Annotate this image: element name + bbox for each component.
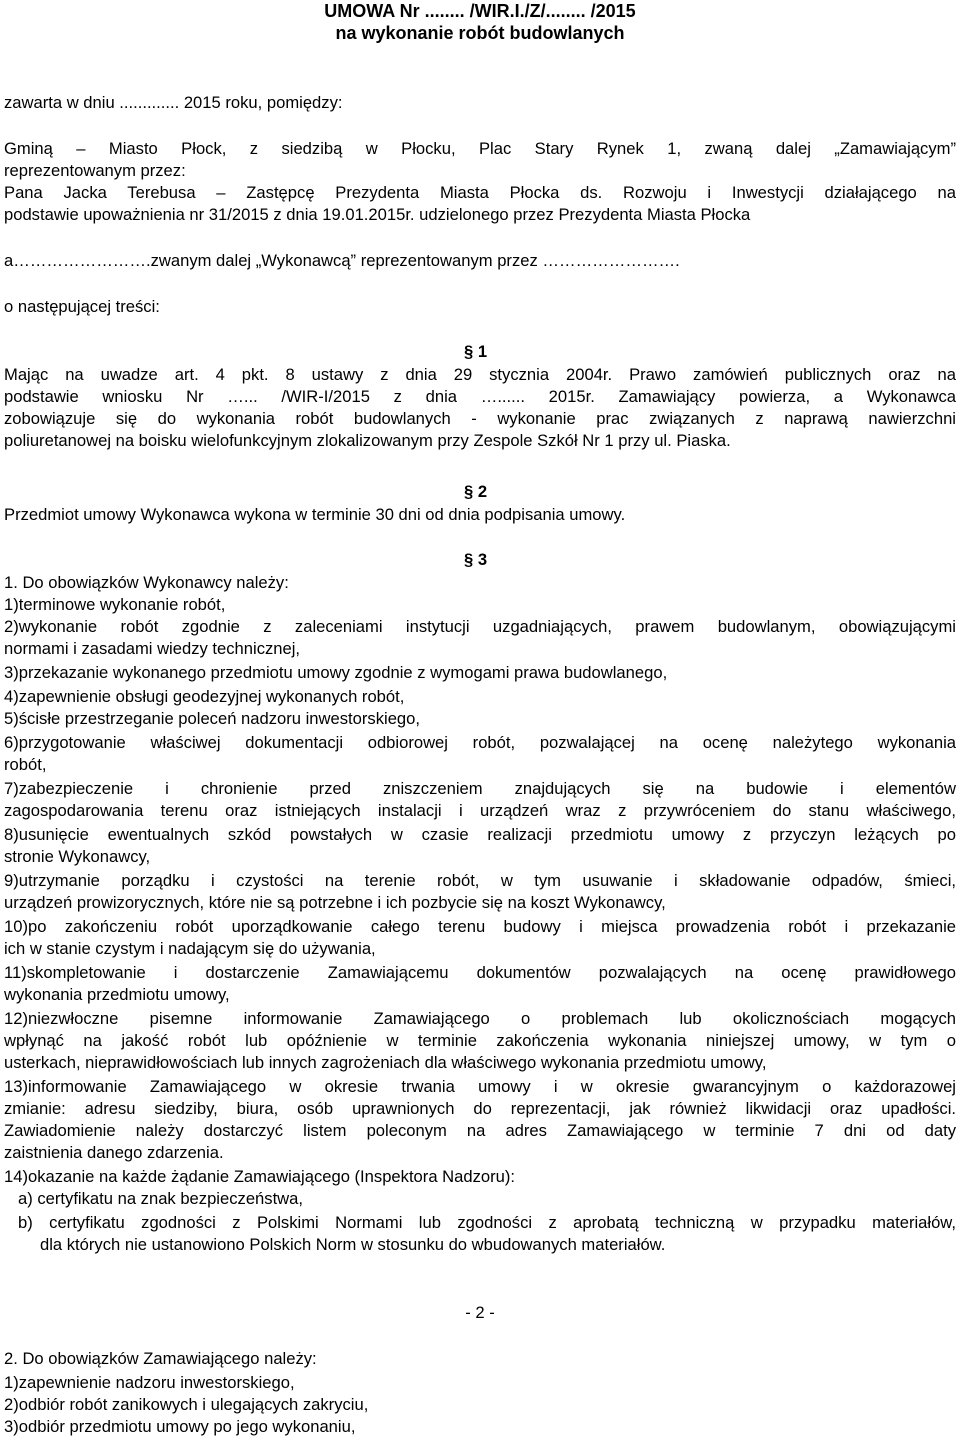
- duty-item: 9)utrzymanie porządku i czystości na terenie robót, w tym usuwanie i składowanie odpadów, śmieci,: [4, 871, 956, 890]
- duty-heading: 1. Do obowiązków Wykonawcy należy:: [4, 573, 289, 592]
- employer-duty-item: 1)zapewnienie nadzoru inwestorskiego,: [4, 1373, 295, 1392]
- section-1-line: podstawie wniosku Nr …... /WIR-I/2015 z dnia …...... 2015r. Zamawiający powierza, a Wykonawca: [4, 387, 956, 406]
- duty-item: 12)niezwłoczne pisemne informowanie Zamawiającego o problemach lub okolicznościach mogących: [4, 1009, 956, 1028]
- duty-item: 5)ścisłe przestrzeganie poleceń nadzoru inwestorskiego,: [4, 709, 420, 728]
- section-3-mark: § 3: [464, 550, 488, 569]
- date-line: zawarta w dniu ............. 2015 roku, pomiędzy:: [4, 93, 343, 112]
- contract-title: UMOWA Nr ........ /WIR.I./Z/........ /2015: [324, 1, 636, 21]
- duty-item: normami i zasadami wiedzy technicznej,: [4, 639, 301, 658]
- section-1-line: Mając na uwadze art. 4 pkt. 8 ustawy z dnia 29 stycznia 2004r. Prawo zamówień publicznych oraz na: [4, 365, 956, 384]
- employer-duty-item: 3)odbiór przedmiotu umowy po jego wykonaniu,: [4, 1417, 356, 1436]
- duty-item: 4)zapewnienie obsługi geodezyjnej wykonanych robót,: [4, 687, 405, 706]
- section-2-line: Przedmiot umowy Wykonawca wykona w terminie 30 dni od dnia podpisania umowy.: [4, 505, 626, 524]
- duty-item: 3)przekazanie wykonanego przedmiotu umowy zgodnie z wymogami prawa budowlanego,: [4, 663, 668, 682]
- duty-item: 10)po zakończeniu robót uporządkowanie całego terenu budowy i miejsca prowadzenia robót i przekazanie: [4, 917, 956, 936]
- duty-subitem: a) certyfikatu na znak bezpieczeństwa,: [18, 1189, 304, 1208]
- party-line: reprezentowanym przez:: [4, 161, 186, 180]
- duty-item: 11)skompletowanie i dostarczenie Zamawiającemu dokumentów pozwalających na ocenę prawidłowego: [4, 963, 956, 982]
- duty-item: urządzeń prowizorycznych, które nie są potrzebne i ich pozbycie się na koszt Wykonawcy,: [4, 893, 666, 912]
- duty-subitem: b) certyfikatu zgodności z Polskimi Normami lub zgodności z aprobatą techniczną w przypadku materiałów,: [18, 1213, 956, 1232]
- section-1-line: poliuretanowej na boisku wielofunkcyjnym zlokalizowanym przy Zespole Szkół Nr 1 przy ul. Piaska.: [4, 431, 731, 450]
- duty-item: 6)przygotowanie właściwej dokumentacji odbiorowej robót, pozwalającej na ocenę należytego wykonania: [4, 733, 956, 752]
- contractor-line: a…………………….zwanym dalej „Wykonawcą” reprezentowanym przez …………………….: [4, 251, 680, 270]
- duty-item: 2)wykonanie robót zgodnie z zaleceniami instytucji uzgadniających, prawem budowlanym, obowiązującymi: [4, 617, 956, 636]
- party-line: Pana Jacka Terebusa – Zastępcę Prezydenta Miasta Płocka ds. Rozwoju i Inwestycji działającego na: [4, 183, 956, 202]
- duty-item: usterkach, nieprawidłowościach lub innych zagrożeniach dla właściwego wykonania przedmiotu umowy,: [4, 1053, 767, 1072]
- duty-item: 13)informowanie Zamawiającego w okresie trwania umowy i w okresie gwarancyjnym o każdorazowej: [4, 1077, 956, 1096]
- duty-item: zmianie: adresu siedziby, biura, osób uprawnionych do reprezentacji, jak również likwidacji oraz upadłości.: [4, 1099, 956, 1118]
- page-number: - 2 -: [465, 1303, 495, 1322]
- duty-item: wpłynąć na jakość robót lub opóźnienie w terminie zakończenia wykonania niniejszej umowy, w tym o: [4, 1031, 956, 1050]
- duty-item: 1)terminowe wykonanie robót,: [4, 595, 226, 614]
- duty-item: ich w stanie czystym i nadającym się do używania,: [4, 939, 376, 958]
- employer-duties-heading: 2. Do obowiązków Zamawiającego należy:: [4, 1349, 317, 1368]
- duty-subitem: dla których nie ustanowiono Polskich Norm w stosunku do wbudowanych materiałów.: [40, 1235, 666, 1254]
- section-1-line: zobowiązuje się do wykonania robót budowlanych - wykonanie prac związanych z naprawą nawierzchni: [4, 409, 956, 428]
- party-line: Gminą – Miasto Płock, z siedzibą w Płocku, Plac Stary Rynek 1, zwaną dalej „Zamawiającym”: [4, 139, 956, 158]
- contract-subtitle: na wykonanie robót budowlanych: [335, 23, 625, 43]
- duty-item: 7)zabezpieczenie i chronienie przed zniszczeniem znajdujących się na budowie i elementów: [4, 779, 956, 798]
- duty-item: stronie Wykonawcy,: [4, 847, 151, 866]
- duty-item: Zawiadomienie należy dostarczyć listem poleconym na adres Zamawiającego w terminie 7 dni od daty: [4, 1121, 956, 1140]
- section-2-mark: § 2: [464, 482, 488, 501]
- section-1-mark: § 1: [464, 342, 488, 361]
- employer-duty-item: 2)odbiór robót zanikowych i ulegających zakryciu,: [4, 1395, 369, 1414]
- content-intro: o następującej treści:: [4, 297, 160, 316]
- duty-item: 8)usunięcie ewentualnych szkód powstałych w czasie realizacji przedmiotu umowy z przyczyn leżących po: [4, 825, 956, 844]
- duty-item: wykonania przedmiotu umowy,: [4, 985, 230, 1004]
- party-line: podstawie upoważnienia nr 31/2015 z dnia 19.01.2015r. udzielonego przez Prezydenta Miasta Płocka: [4, 205, 751, 224]
- duty-item: 14)okazanie na każde żądanie Zamawiającego (Inspektora Nadzoru):: [4, 1167, 516, 1186]
- duty-item: robót,: [4, 755, 47, 774]
- duty-item: zagospodarowania terenu oraz istniejących instalacji i urządzeń wraz z przywróceniem do stanu właściwego,: [4, 801, 956, 820]
- duty-item: zaistnienia danego zdarzenia.: [4, 1143, 224, 1162]
